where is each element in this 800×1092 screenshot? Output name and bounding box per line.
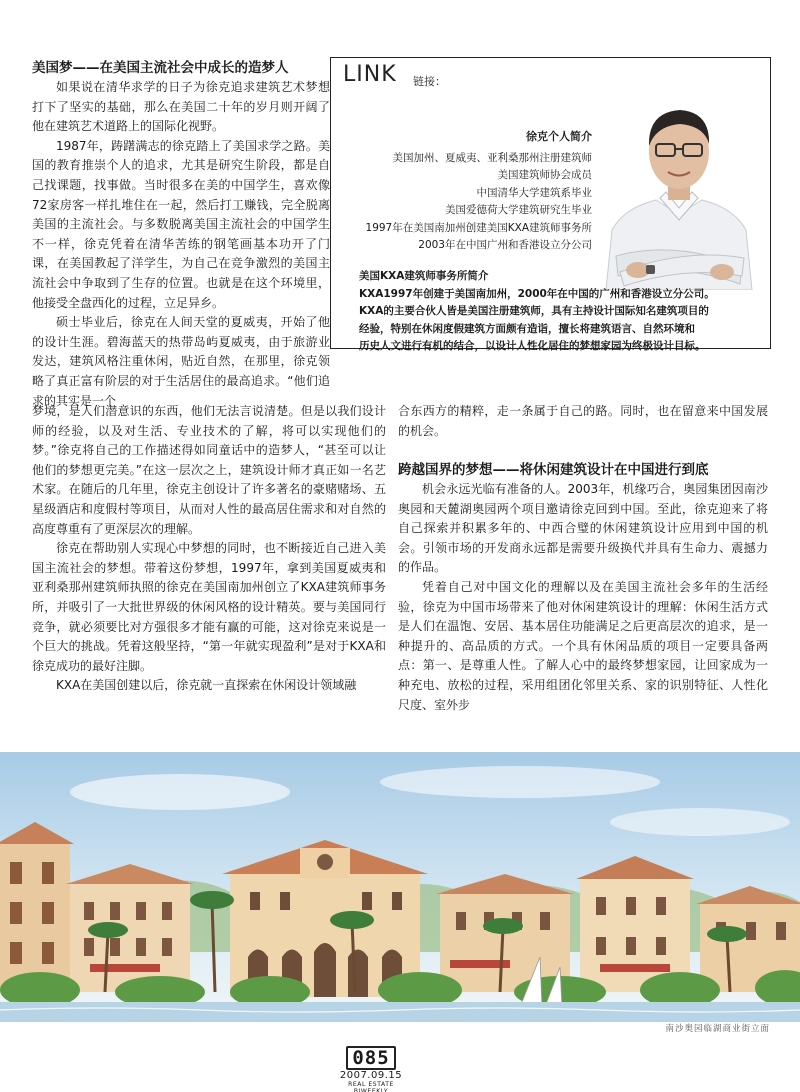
streetscape-illustration [0, 752, 800, 1022]
link-box-title: LINK [343, 62, 397, 87]
section-dream-continuation [398, 402, 768, 441]
profile-item: 美国建筑师协会成员 [497, 169, 592, 181]
profile-list [366, 128, 592, 255]
paragraph: 凭着自己对中国文化的理解以及在美国主流社会多年的生活经验，徐克为中国市场带来了他对休闲建筑设计的理解：休闲生活方式是人们在温饱、安居、基本居住功能满足之后更高层次的追求，是一种提升的、高品质的方式。一个具有休闲品质的项目一定要具备两点：第一、是尊重人性。了解人心中的最终梦想家园，让回家成为一种充电、放松的过程，采用组团化邻里关系、家的识别特征、人性化尺度、室外步 [398, 579, 768, 712]
paragraph: 硕士毕业后，徐克在人间天堂的夏威夷，开始了他的设计生涯。碧海蓝天的热带岛屿夏威夷，由于旅游业发达，建筑风格注重休闲，贴近自然，在那里，徐克领略了真正富有阶层的对于生活居住的最高追求。“他们追求的其实是一个 [32, 315, 330, 408]
illustration-caption: 南沙奥园临湖商业街立面 [665, 1024, 770, 1034]
paragraph: 梦境，是人们潜意识的东西，他们无法言说清楚。但是以我们设计师的经验，以及对生活、专业技术的了解，将可以实现他们的梦。”徐克将自己的工作描述得如同童话中的造梦人，“甚至可以让他们的梦想更完美。”在这一层次之上，建筑设计师才真正如一名艺术家。在随后的几年里，徐克主创设计了许多著名的豪赌赌场、五星级酒店和度假村等项目，从而对人性的最高居住需求和对自然的高度尊重有了更深层次的理解。 [32, 404, 386, 536]
firm-line: KXA的主要合伙人皆是美国注册建筑师，具有主持设计国际知名建筑项目的 [359, 305, 709, 317]
link-box-subtitle: 链接： [413, 75, 446, 88]
profile-item: 2003年在中国广州和香港设立分公司 [418, 239, 592, 251]
profile-item: 美国加州、夏威夷、亚利桑那州注册建筑师 [392, 151, 592, 164]
section-title-crossing-borders: 跨越国界的梦想——将休闲建筑设计在中国进行到底 [398, 462, 709, 478]
profile-item: 美国爱德荷大学建筑研究生毕业 [445, 204, 592, 216]
paragraph: 机会永远光临有准备的人。2003年，机缘巧合，奥园集团因南沙奥园和天麓湖奥园两个项目邀请徐克回到中国。至此，徐克迎来了将自己探索并积累多年的、中西合璧的休闲建筑设计应用到中国的机会。引领市场的开发商永远都是需要升级换代并具有生命力、震撼力的作品。 [398, 482, 768, 575]
issue-date: 2007.09.15 [339, 1070, 403, 1081]
paragraph: 徐克在帮助别人实现心中梦想的同时，也不断接近自己进入美国主流社会的梦想。带着这份梦想，1997年，拿到美国夏威夷和亚利桑那州建筑师执照的徐克在美国南加州创立了KXA建筑师事务所，并吸引了一大批世界级的休闲风格的设计精英。要与美国同行竞争，就必须要比对方强很多才能有赢的可能，这对徐克来说是一个巨大的挑战。凭着这般坚持，“第一年就实现盈利”是对于KXA和徐克成功的最好注脚。 [32, 541, 386, 673]
page-footer [334, 1046, 408, 1092]
section-crossing-borders [398, 460, 768, 715]
paragraph: 如果说在清华求学的日子为徐克追求建筑艺术梦想打下了坚实的基础，那么在美国二十年的岁月则开阔了他在建筑艺术道路上的国际化视野。 [32, 80, 330, 134]
profile-item: 1997年在美国南加州创建美国KXA建筑师事务所 [365, 221, 592, 234]
firm-line: KXA1997年创建于美国南加州，2000年在中国的广州和香港设立分公司。 [359, 287, 715, 300]
firm-line: 经验，特别在休闲度假建筑方面颇有造诣，擅长将建筑语言、自然环境和 [359, 322, 695, 335]
page-number: 085 [346, 1046, 395, 1070]
portrait-photo [594, 80, 764, 290]
firm-title: 美国KXA建筑师事务所简介 [359, 270, 489, 282]
paragraph: 1987年，踌躇满志的徐克踏上了美国求学之路。美国的教育推崇个人的追求，尤其是研究生阶段，都是自己找课题，找事做。当时很多在美的中国学生，喜欢像72家房客一样扎堆住在一起，然后打工赚钱，完全脱离美国的主流社会。与多数脱离美国主流社会的中国学生不一样，徐克凭着在清华苦练的钢笔画基本功开了门课，在美国教起了洋学生，为自己在竞争激烈的美国主流社会中争取到了生存的位置。也就是在这个环境里，他接受全盘西化的过程，立足异乡。 [32, 138, 330, 310]
magazine-name: REAL ESTATE BIWEEKLY [348, 1081, 394, 1092]
section-dream-upper [32, 58, 330, 411]
profile-item: 中国清华大学建筑系毕业 [476, 186, 592, 199]
section-title-american-dream: 美国梦——在美国主流社会中成长的造梦人 [32, 60, 289, 76]
link-info-box [330, 57, 771, 352]
profile-title: 徐克个人简介 [526, 130, 592, 143]
paragraph: 合东西方的精粹，走一条属于自己的路。同时，也在留意来中国发展的机会。 [398, 404, 768, 438]
firm-line: 历史人文进行有机的结合，以设计人性化居住的梦想家园为终极设计目标。 [359, 340, 706, 352]
section-dream-lower [32, 402, 386, 696]
paragraph: KXA在美国创建以后，徐克就一直探索在休闲设计领域融 [56, 678, 357, 693]
firm-intro [359, 268, 759, 356]
